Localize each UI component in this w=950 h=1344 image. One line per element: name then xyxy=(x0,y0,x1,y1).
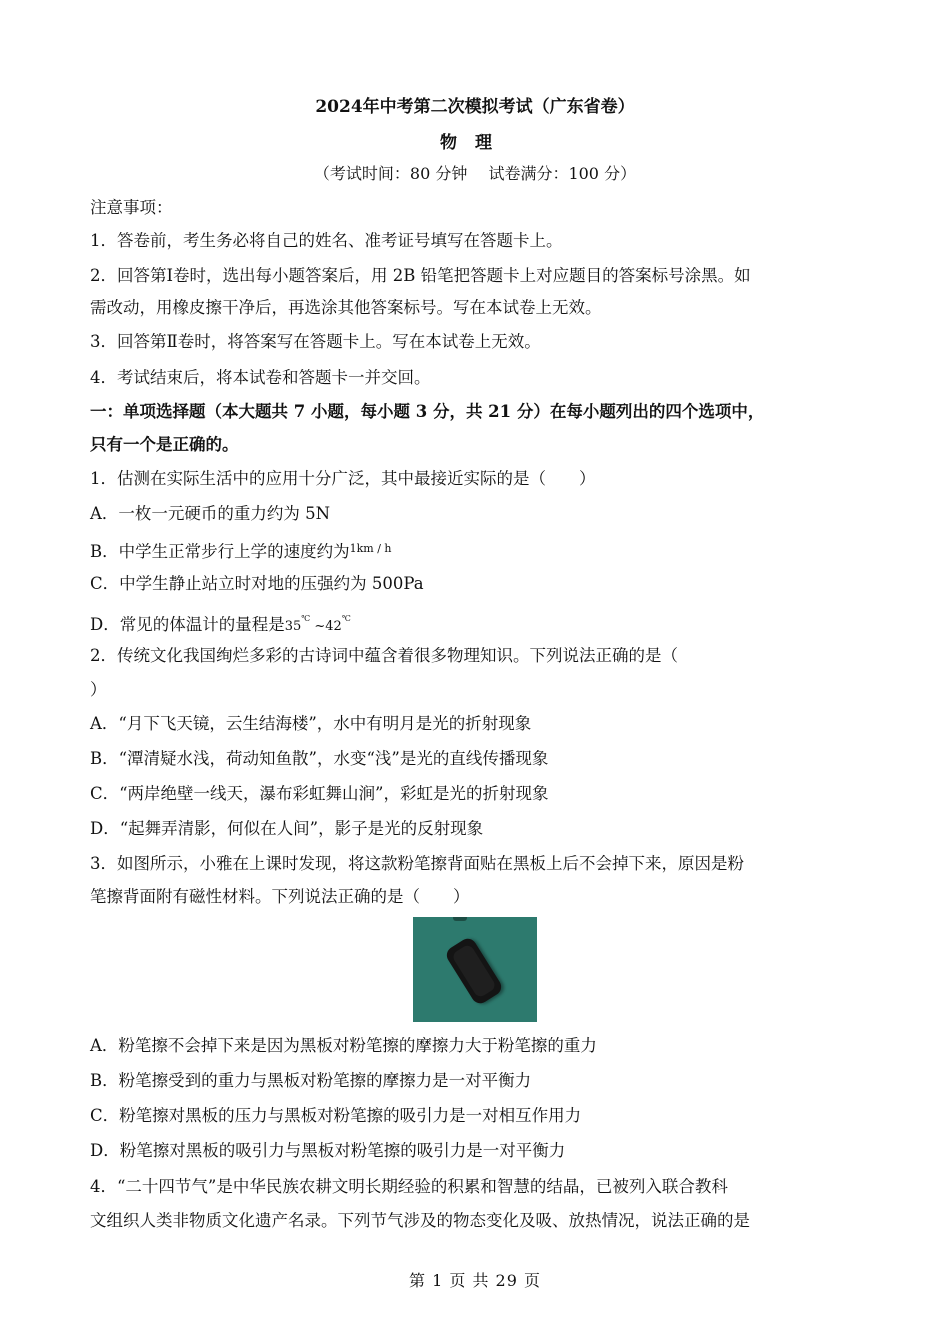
q1-option-c: C．中学生静止站立时对地的压强约为 500Pa xyxy=(90,574,424,593)
q1-option-b xyxy=(90,538,870,563)
notes-heading: 注意事项： xyxy=(90,198,173,217)
exam-title: 2024年中考第二次模拟考试（广东省卷） xyxy=(315,97,635,117)
q3-option-b: B．粉笔擦受到的重力与黑板对粉笔擦的摩擦力是一对平衡力 xyxy=(90,1071,532,1090)
q1-option-d-text: D．常见的体温计的量程是 xyxy=(90,615,285,634)
q3-option-c: C．粉笔擦对黑板的压力与黑板对粉笔擦的吸引力是一对相互作用力 xyxy=(90,1106,582,1125)
subject-title: 物理 xyxy=(440,133,510,153)
q1-option-d-low: 35 xyxy=(284,619,302,634)
note-item-4: 4．考试结束后，将本试卷和答题卡一并交回。 xyxy=(90,368,431,387)
q1-option-d-degree-2: ℃ xyxy=(341,614,351,623)
q1-option-b-text: B．中学生正常步行上学的速度约为 xyxy=(90,542,350,561)
page-footer: 第 1 页 共 29 页 xyxy=(409,1271,541,1290)
q3-option-d: D．粉笔擦对黑板的吸引力与黑板对粉笔擦的吸引力是一对平衡力 xyxy=(90,1141,566,1160)
photo-mark xyxy=(453,917,467,921)
q2-option-b: B．“潭清疑水浅，荷动知鱼散”，水变“浅”是光的直线传播现象 xyxy=(90,749,549,768)
exam-timing: （考试时间：80 分钟 试卷满分：100 分） xyxy=(313,164,637,183)
q1-stem: 1．估测在实际生活中的应用十分广泛，其中最接近实际的是（ ） xyxy=(90,469,596,488)
section-heading-line-2: 只有一个是正确的。 xyxy=(90,435,239,454)
q2-stem-line-1: 2．传统文化我国绚烂多彩的古诗词中蕴含着很多物理知识。下列说法正确的是（ xyxy=(90,646,678,665)
section-heading-line-1: 一：单项选择题（本大题共 7 小题，每小题 3 分，共 21 分）在每小题列出的四个选项中， xyxy=(90,402,765,421)
q1-option-d-high: ~42 xyxy=(310,619,342,634)
q4-stem-line-2: 文组织人类非物质文化遗产名录。下列节气涉及的物态变化及吸、放热情况，说法正确的是 xyxy=(90,1211,750,1230)
q1-option-d-degree-1: ℃ xyxy=(301,614,311,623)
note-item-2-line-2: 需改动，用橡皮擦干净后，再选涂其他答案标号。写在本试卷上无效。 xyxy=(90,298,602,317)
q2-option-c: C．“两岸绝壁一线天，瀑布彩虹舞山涧”，彩虹是光的折射现象 xyxy=(90,784,549,803)
q3-stem-line-2: 笔擦背面附有磁性材料。下列说法正确的是（ ） xyxy=(90,887,470,906)
q3-stem-line-1: 3．如图所示，小雅在上课时发现，将这款粉笔擦背面贴在黑板上后不会掉下来，原因是粉 xyxy=(90,854,744,873)
eraser-shape xyxy=(443,935,504,1006)
q4-stem-line-1: 4．“二十四节气”是中华民族农耕文明长期经验的积累和智慧的结晶，已被列入联合教科 xyxy=(90,1177,728,1196)
blackboard-eraser-photo xyxy=(413,917,537,1022)
q1-option-b-unit: 1km / h xyxy=(349,542,392,555)
note-item-2-line-1: 2．回答第Ⅰ卷时，选出每小题答案后，用 2B 铅笔把答题卡上对应题目的答案标号涂黑。如 xyxy=(90,266,751,285)
q3-option-a: A．粉笔擦不会掉下来是因为黑板对粉笔擦的摩擦力大于粉笔擦的重力 xyxy=(90,1036,597,1055)
note-item-3: 3．回答第Ⅱ卷时，将答案写在答题卡上。写在本试卷上无效。 xyxy=(90,332,541,351)
q1-option-a: A．一枚一元硬币的重力约为 5N xyxy=(90,504,331,523)
q2-option-d: D．“起舞弄清影，何似在人间”，影子是光的反射现象 xyxy=(90,819,484,838)
note-item-1: 1．答卷前，考生务必将自己的姓名、准考证号填写在答题卡上。 xyxy=(90,231,563,250)
q2-option-a: A．“月下飞天镜，云生结海楼”，水中有明月是光的折射现象 xyxy=(90,714,532,733)
q2-stem-line-2: ） xyxy=(90,680,107,699)
q1-option-d xyxy=(90,608,870,638)
